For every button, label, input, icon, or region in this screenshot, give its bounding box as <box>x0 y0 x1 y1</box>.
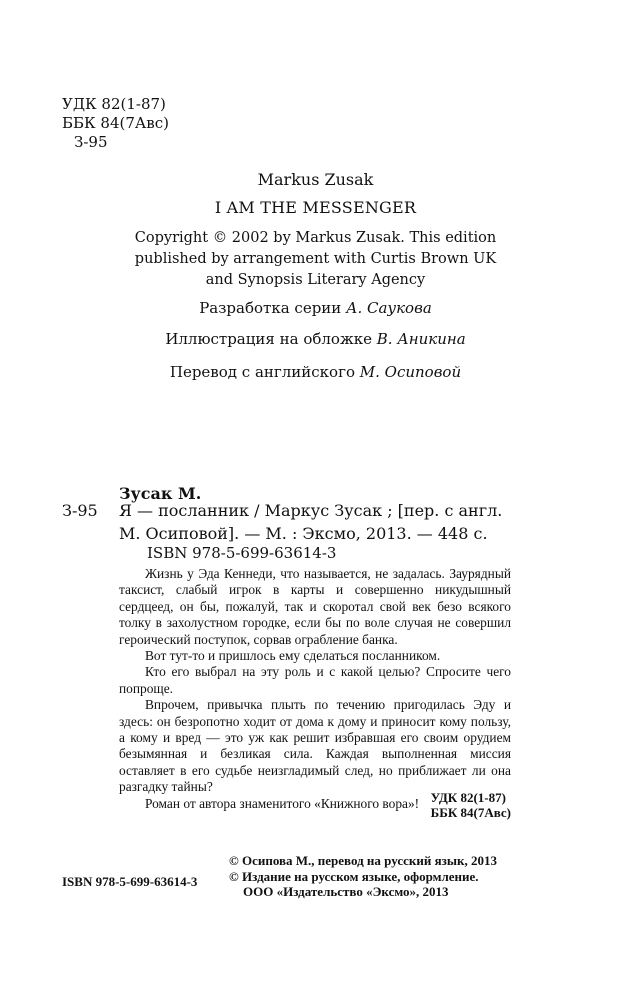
rights-notice <box>229 853 497 900</box>
rights-line: ООО «Издательство «Эксмо», 2013 <box>243 884 449 899</box>
udk-code: УДК 82(1-87) <box>62 95 166 113</box>
catalog-author-heading: Зусак М. <box>119 484 202 503</box>
credit-label: Перевод с английского <box>169 363 360 381</box>
rights-line: © Осипова М., перевод на русский язык, 2013 <box>229 853 497 868</box>
annotation-paragraph: Жизнь у Эда Кеннеди, что называется, не задалась. Заурядный таксист, слабый игрок в карты и совершенно никудышный сердцеед, он бы, пожалуй, так и скоротал свой век безо всякого толку в захолустном городке, если бы по воле случая не совершил героический поступок, сорвав ограбление банка. <box>119 566 511 647</box>
bottom-udk-code: УДК 82(1-87) <box>430 790 506 805</box>
author-mark: З-95 <box>74 133 108 151</box>
credit-name: В. Аникина <box>376 330 466 348</box>
bib-line: Я — посланник / Маркус Зусак ; [пер. с англ. <box>119 501 503 520</box>
annotation <box>119 566 511 812</box>
credit-name: А. Саукова <box>346 299 432 317</box>
bibliographic-description <box>119 499 502 545</box>
credit-cover-illustration <box>0 330 631 348</box>
original-author: Markus Zusak <box>257 170 374 189</box>
credit-series-design <box>0 299 631 317</box>
copyright-line: published by arrangement with Curtis Brown UK <box>134 251 497 267</box>
bottom-isbn: ISBN 978-5-699-63614-3 <box>62 874 198 889</box>
bbk-code: ББК 84(7Авс) <box>62 114 169 132</box>
credit-name: М. Осиповой <box>359 363 462 381</box>
credit-label: Разработка серии <box>199 299 347 317</box>
catalog-isbn: ISBN 978-5-699-63614-3 <box>147 544 337 562</box>
annotation-paragraph: Впрочем, привычка плыть по течению пригодилась Эду и здесь: он безропотно ходит от дома к дому и приносит кому пользу, а кому и вред — это уж как решит избравшая его своим орудием безымянная и безликая сила. Каждая выполненная миссия оставляет в его судьбе неизгладимый след, но приближает ли она разгадку тайны? <box>119 697 511 795</box>
copyright-notice <box>0 228 631 291</box>
credit-translation <box>0 363 631 381</box>
annotation-paragraph: Вот тут-то и пришлось ему сделаться посланником. <box>145 648 441 664</box>
classification-block <box>62 95 169 152</box>
credit-label: Иллюстрация на обложке <box>165 330 377 348</box>
annotation-paragraph: Кто его выбрал на эту роль и с какой целью? Спросите чего попроще. <box>119 664 511 696</box>
catalog-author-mark: З-95 <box>62 501 98 520</box>
rights-line: © Издание на русском языке, оформление. <box>229 868 479 884</box>
bottom-bbk-code: ББК 84(7Авс) <box>430 805 511 820</box>
copyright-line: and Synopsis Literary Agency <box>205 272 426 288</box>
annotation-paragraph: Роман от автора знаменитого «Книжного вора»! <box>145 795 420 811</box>
copyright-line: Copyright © 2002 by Markus Zusak. This edition <box>134 230 497 246</box>
bottom-classification <box>431 790 511 820</box>
original-title: I AM THE MESSENGER <box>214 198 417 217</box>
bib-line: М. Осиповой]. — М. : Эксмо, 2013. — 448 с. <box>119 524 488 543</box>
